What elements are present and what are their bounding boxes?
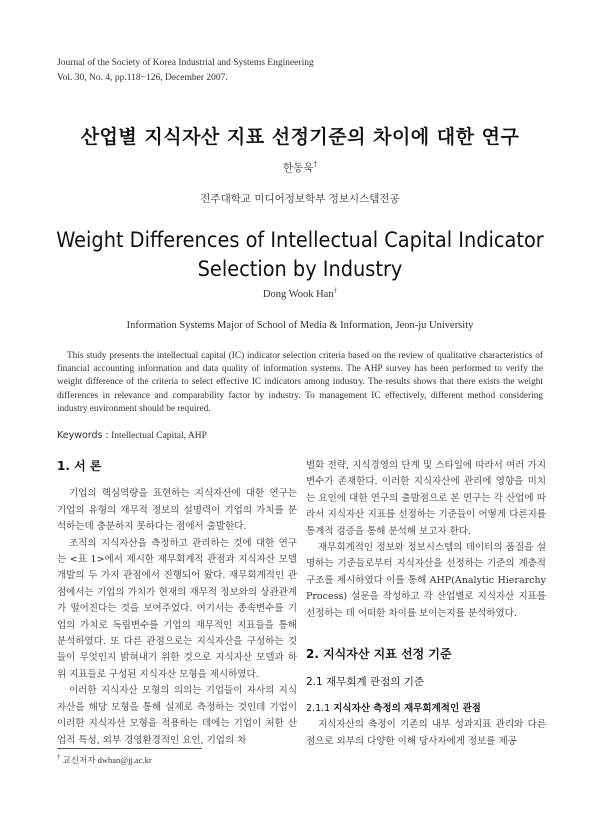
author-english-name: Dong Wook Han xyxy=(262,289,334,300)
author-english xyxy=(0,286,600,300)
section2-1-1-heading xyxy=(306,701,546,717)
title-english-line1: Weight Differences of Intellectual Capital Indicator xyxy=(56,228,544,253)
corresponding-author-mark-en: † xyxy=(333,286,338,295)
author-korean xyxy=(0,160,600,175)
keywords xyxy=(57,430,207,441)
section1-heading: 1. 서 론 xyxy=(57,459,102,473)
journal-volume: Vol. 30, No. 4, pp.118−126, December 2007. xyxy=(57,73,228,83)
section2-1-1-title: 지식자산 측정의 재무회계적인 관점 xyxy=(333,702,481,714)
section2-1-1-number: 2.1.1 xyxy=(306,702,331,714)
abstract: This study presents the intellectual capital (IC) indicator selection criteria based on the review of qualitative characteristics of financial accounting information and data quality of information systems. The AHP survey has been performed to verify the weight difference of the criteria to select effective IC indicators among industry. The results shows that there exists the weight differences in relevance and comparability factor by industry. To management IC effectively, different method considering industry environment should be required. xyxy=(57,351,543,414)
corresponding-author-mark: † xyxy=(313,160,317,169)
footnote-email: dwhan@jj.ac.kr xyxy=(97,755,152,765)
footnote-mark: † xyxy=(57,753,61,762)
keywords-value: Intellectual Capital, AHP xyxy=(111,431,207,441)
section2-heading: 2. 지식자산 지표 선정 기준 xyxy=(306,647,452,662)
affiliation-english: Information Systems Major of School of Media & Information, Jeon-ju University xyxy=(126,320,474,331)
title-english-line2: Selection by Industry xyxy=(197,257,403,282)
section1-paragraph-2: 조직의 지식자산을 측정하고 관리하는 것에 대한 연구는 <표 1>에서 제시한 재무회계적 관점과 지식자산 모델 개발의 두 가지 관점에서 진행되어 왔다. 재무회계적인 관점에서는 기업의 가치가 현재의 재무적 정보와의 상관관계가 떨어진다는 것을 보여주었다. 여기서는 종속변수를 기업의 가치로 독립변수를 기업의 재무적인 지표들을 통해 분석하였다. 또 다른 관점으로는 지식자산을 구성하는 것들이 무엇인지 밝혀내기 위한 것으로 지식자산 모델과 하위 지표들로 구성된 지식자산 모형을 제시하였다. xyxy=(57,537,297,680)
footnote xyxy=(57,754,152,766)
journal-name: Journal of the Society of Korea Industrial and Systems Engineering xyxy=(57,58,314,68)
footnote-label: 교신저자 xyxy=(62,755,96,765)
author-korean-name: 한동욱 xyxy=(283,162,314,174)
section1-paragraph-3: 이러한 지식자산 모형의 의의는 기업들이 자사의 지식자산을 해당 모형을 통해 실제로 측정하는 것인데 기업이 이러한 지식자산 모형을 적용하는 데에는 기업이 처한 산업적 특성, 외부 경영환경적인 요인, 기업의 차 xyxy=(57,685,297,746)
affiliation-korean: 전주대학교 미디어정보학부 정보시스템전공 xyxy=(200,193,400,205)
right-column xyxy=(306,458,546,750)
right-paragraph-1: 별화 전략, 지식경영의 단계 및 스타일에 따라서 여러 가지 변수가 존재한다. 이러한 지식자산에 관리에 영향을 미치는 요인에 대한 연구의 출발점으로 본 연구는 각 산업에 따라서 지식자산 지표를 선정하는 기준들이 어떻게 다른지를 통계적 검증을 통해 분석해 보고자 한다. xyxy=(306,460,546,537)
keywords-label: Keywords : xyxy=(57,430,109,441)
section2-1-1-paragraph: 지식자산의 측정이 기존의 내부 성과지표 관리와 다른 점으로 외부의 다양한 이해 당사자에게 정보를 제공 xyxy=(306,719,546,747)
section2-1-heading: 2.1 재무회계 관점의 기준 xyxy=(306,676,424,689)
journal-header xyxy=(57,56,314,86)
right-paragraph-2: 재무회계적인 정보와 정보시스템의 데이터의 품질을 설명하는 기준들로부터 지식자산을 선정하는 기준의 계층적 구조를 제시하였다 이를 통해 AHP(Analytic Hierarchy Process) 설문을 작성하고 각 산업별로 지식자산 지표를 선정하는 데 어떠한 차이를 보이는지를 분석하였다. xyxy=(306,542,546,619)
title-english xyxy=(0,226,600,284)
title-korean: 산업별 지식자산 지표 선정기준의 차이에 대한 연구 xyxy=(80,126,520,148)
footnote-divider xyxy=(57,748,202,749)
left-column xyxy=(57,458,297,749)
section1-paragraph-1: 기업의 핵심역량을 표현하는 지식자산에 대한 연구는 기업의 유형의 재무적 정보의 설명력이 기업의 가치를 분석하는데 충분하지 못하다는 점에서 출발한다. xyxy=(57,488,297,533)
